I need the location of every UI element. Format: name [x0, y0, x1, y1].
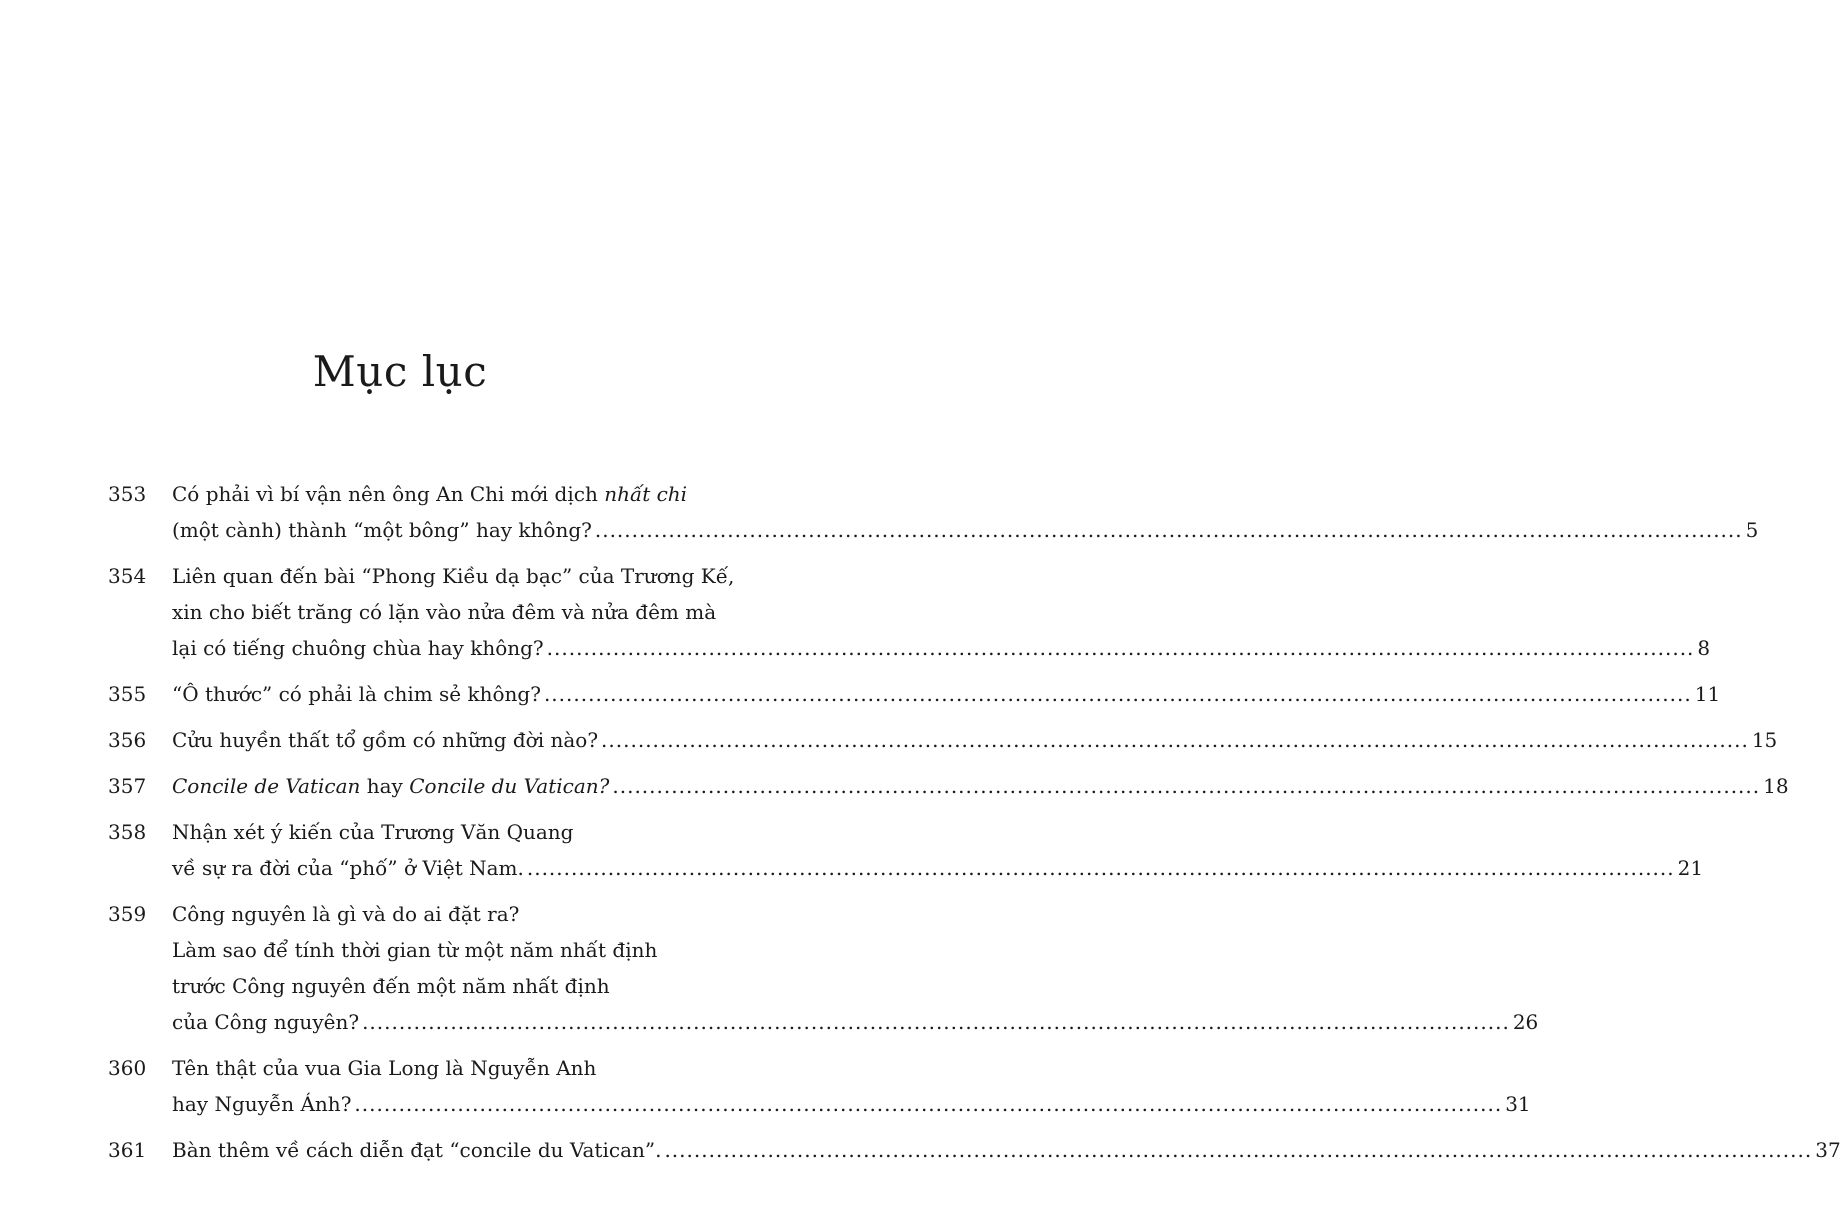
entry-title-line: (một cành) thành “một bông” hay không? ..... 5 — [172, 512, 1758, 548]
dot-leader — [595, 512, 1743, 548]
toc-entry-360[interactable] — [108, 1050, 1531, 1122]
entry-title-line: Concile de Vatican hay Concile du Vatican? ..... 18 — [172, 768, 1789, 804]
entry-number: 361 — [108, 1138, 147, 1162]
toc-entry-355[interactable] — [108, 676, 1721, 712]
page-title: Mục lục — [312, 347, 488, 396]
entry-title-line: Làm sao để tính thời gian từ một năm nhất định — [172, 938, 658, 962]
page-number: 11 — [1694, 682, 1721, 706]
page-number: 37 — [1815, 1138, 1841, 1162]
page-number: 21 — [1677, 856, 1704, 880]
entry-title-line: Nhận xét ý kiến của Trương Văn Quang — [172, 820, 574, 844]
entry-title-line: hay Nguyễn Ánh? ..... 31 — [172, 1086, 1531, 1122]
entry-title-line: Bàn thêm về cách diễn đạt “concile du Vatican”. ..... 37 — [172, 1132, 1841, 1168]
page-number: 5 — [1745, 518, 1759, 542]
entry-number: 358 — [108, 820, 147, 844]
entry-title-line: “Ô thước” có phải là chim sẻ không? ..... 11 — [172, 676, 1720, 712]
dot-leader — [354, 1086, 1502, 1122]
entry-title-line: về sự ra đời của “phố” ở Việt Nam. ..... 21 — [172, 850, 1703, 886]
toc-entry-358[interactable] — [108, 814, 1704, 886]
entry-number: 356 — [108, 728, 147, 752]
entry-number: 354 — [108, 564, 147, 588]
page-number: 8 — [1697, 636, 1711, 660]
entry-title-line: trước Công nguyên đến một năm nhất định — [172, 974, 610, 998]
entry-title-line: xin cho biết trăng có lặn vào nửa đêm và nửa đêm mà — [172, 600, 717, 624]
entry-title-line: Công nguyên là gì và do ai đặt ra? — [172, 902, 520, 926]
entry-number: 359 — [108, 902, 147, 926]
page-number: 26 — [1512, 1010, 1539, 1034]
entry-title-line: lại có tiếng chuông chùa hay không? ..... 8 — [172, 630, 1710, 666]
toc-entry-354[interactable] — [108, 558, 1711, 666]
entry-title-line: Cửu huyền thất tổ gồm có những đời nào? ..... 15 — [172, 722, 1777, 758]
dot-leader — [544, 676, 1692, 712]
toc-entry-361[interactable] — [108, 1132, 1841, 1168]
dot-leader — [547, 630, 1695, 666]
entry-title-line: Có phải vì bí vận nên ông An Chi mới dịch nhất chi — [172, 482, 688, 506]
dot-leader — [664, 1132, 1812, 1168]
entry-title-line: Liên quan đến bài “Phong Kiều dạ bạc” của Trương Kế, — [172, 564, 735, 588]
page-number: 15 — [1751, 728, 1778, 752]
entry-title-line: Tên thật của vua Gia Long là Nguyễn Anh — [172, 1056, 597, 1080]
dot-leader — [612, 768, 1760, 804]
toc-entry-353[interactable] — [108, 476, 1759, 548]
page-number: 31 — [1505, 1092, 1531, 1116]
page-number: 18 — [1763, 774, 1789, 798]
toc-entry-356[interactable] — [108, 722, 1778, 758]
toc-entry-357[interactable] — [108, 768, 1789, 804]
entry-number: 360 — [108, 1056, 147, 1080]
entry-title-line: của Công nguyên? ..... 26 — [172, 1004, 1538, 1040]
toc-entry-359[interactable] — [108, 896, 1539, 1040]
dot-leader — [601, 722, 1749, 758]
dot-leader — [362, 1004, 1510, 1040]
entry-number: 355 — [108, 682, 147, 706]
entry-number: 353 — [108, 482, 147, 506]
entry-number: 357 — [108, 774, 147, 798]
table-of-contents — [108, 476, 1841, 1178]
dot-leader — [527, 850, 1675, 886]
